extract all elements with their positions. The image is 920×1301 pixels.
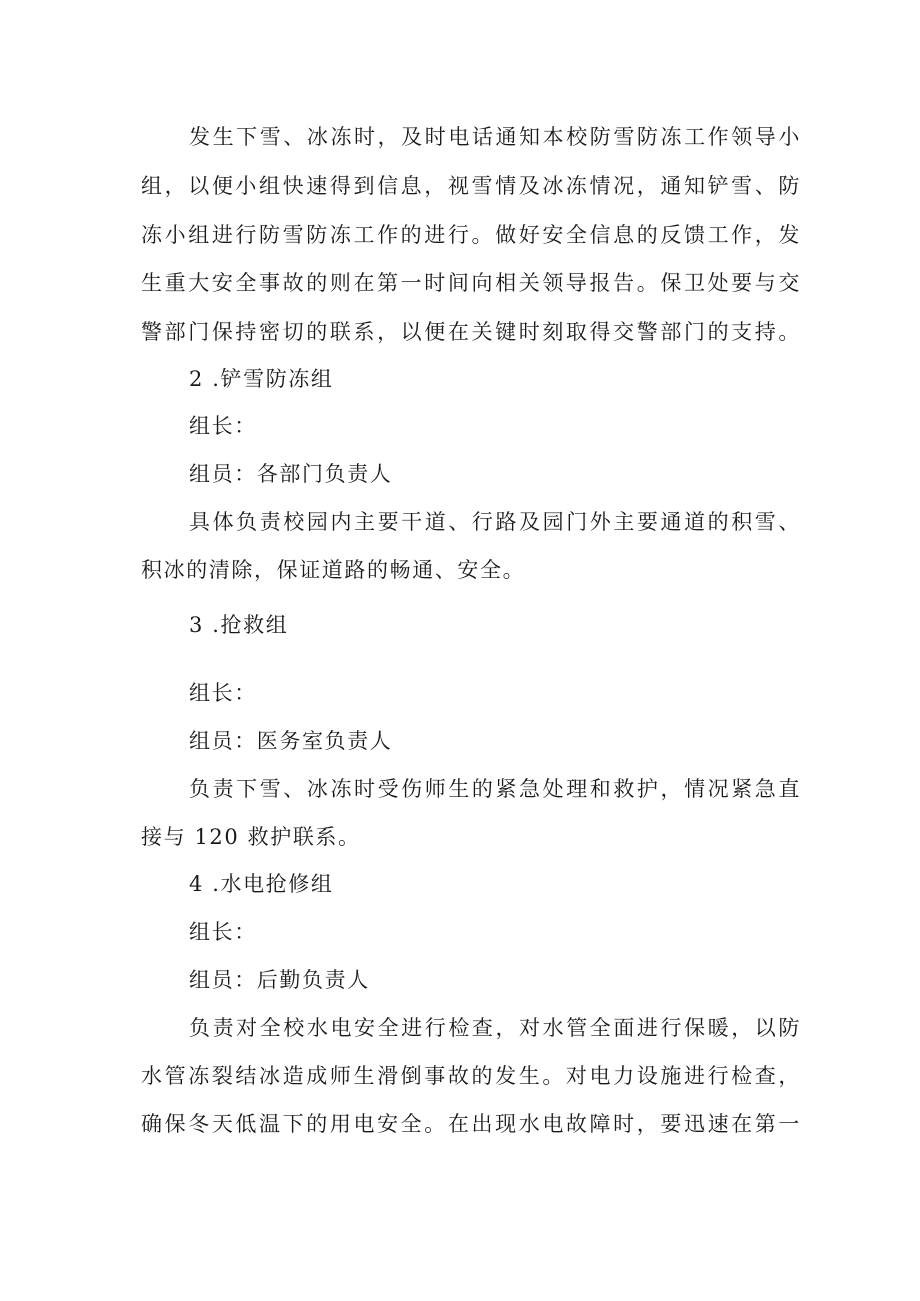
group-leader-line: 组长： (189, 414, 257, 438)
paragraph-line: 组，以便小组快速得到信息，视雪情及冰冻情况，通知铲雪、防 (141, 174, 801, 198)
paragraph-line: 水管冻裂结冰造成师生滑倒事故的发生。对电力设施进行检查， (141, 1064, 801, 1088)
group-leader-line: 组长： (189, 920, 257, 944)
section-heading: 3 .抢救组 (189, 613, 289, 637)
group-members-line: 组员：各部门负责人 (189, 462, 393, 486)
paragraph-line: 警部门保持密切的联系，以便在关键时刻取得交警部门的支持。 (141, 320, 801, 344)
section-heading: 4 .水电抢修组 (189, 872, 334, 896)
paragraph-line: 生重大安全事故的则在第一时间向相关领导报告。保卫处要与交 (141, 271, 801, 295)
paragraph-line: 接与 120 救护联系。 (141, 825, 361, 849)
paragraph-line: 积冰的清除，保证道路的畅通、安全。 (141, 558, 526, 582)
paragraph-line: 负责对全校水电安全进行检查，对水管全面进行保暖，以防 (189, 1016, 801, 1040)
paragraph-line: 负责下雪、冰冻时受伤师生的紧急处理和救护，情况紧急直 (189, 777, 801, 801)
group-members-line: 组员：后勤负责人 (189, 968, 370, 992)
group-leader-line: 组长： (189, 681, 257, 705)
group-members-line: 组员：医务室负责人 (189, 729, 393, 753)
paragraph-line: 发生下雪、冰冻时，及时电话通知本校防雪防冻工作领导小 (189, 125, 801, 149)
section-heading: 2 .铲雪防冻组 (189, 367, 334, 391)
paragraph-line: 冻小组进行防雪防冻工作的进行。做好安全信息的反馈工作，发 (141, 223, 801, 247)
paragraph-line: 具体负责校园内主要干道、行路及园门外主要通道的积雪、 (189, 510, 801, 534)
paragraph-line: 确保冬天低温下的用电安全。在出现水电故障时，要迅速在第一 (141, 1112, 801, 1136)
